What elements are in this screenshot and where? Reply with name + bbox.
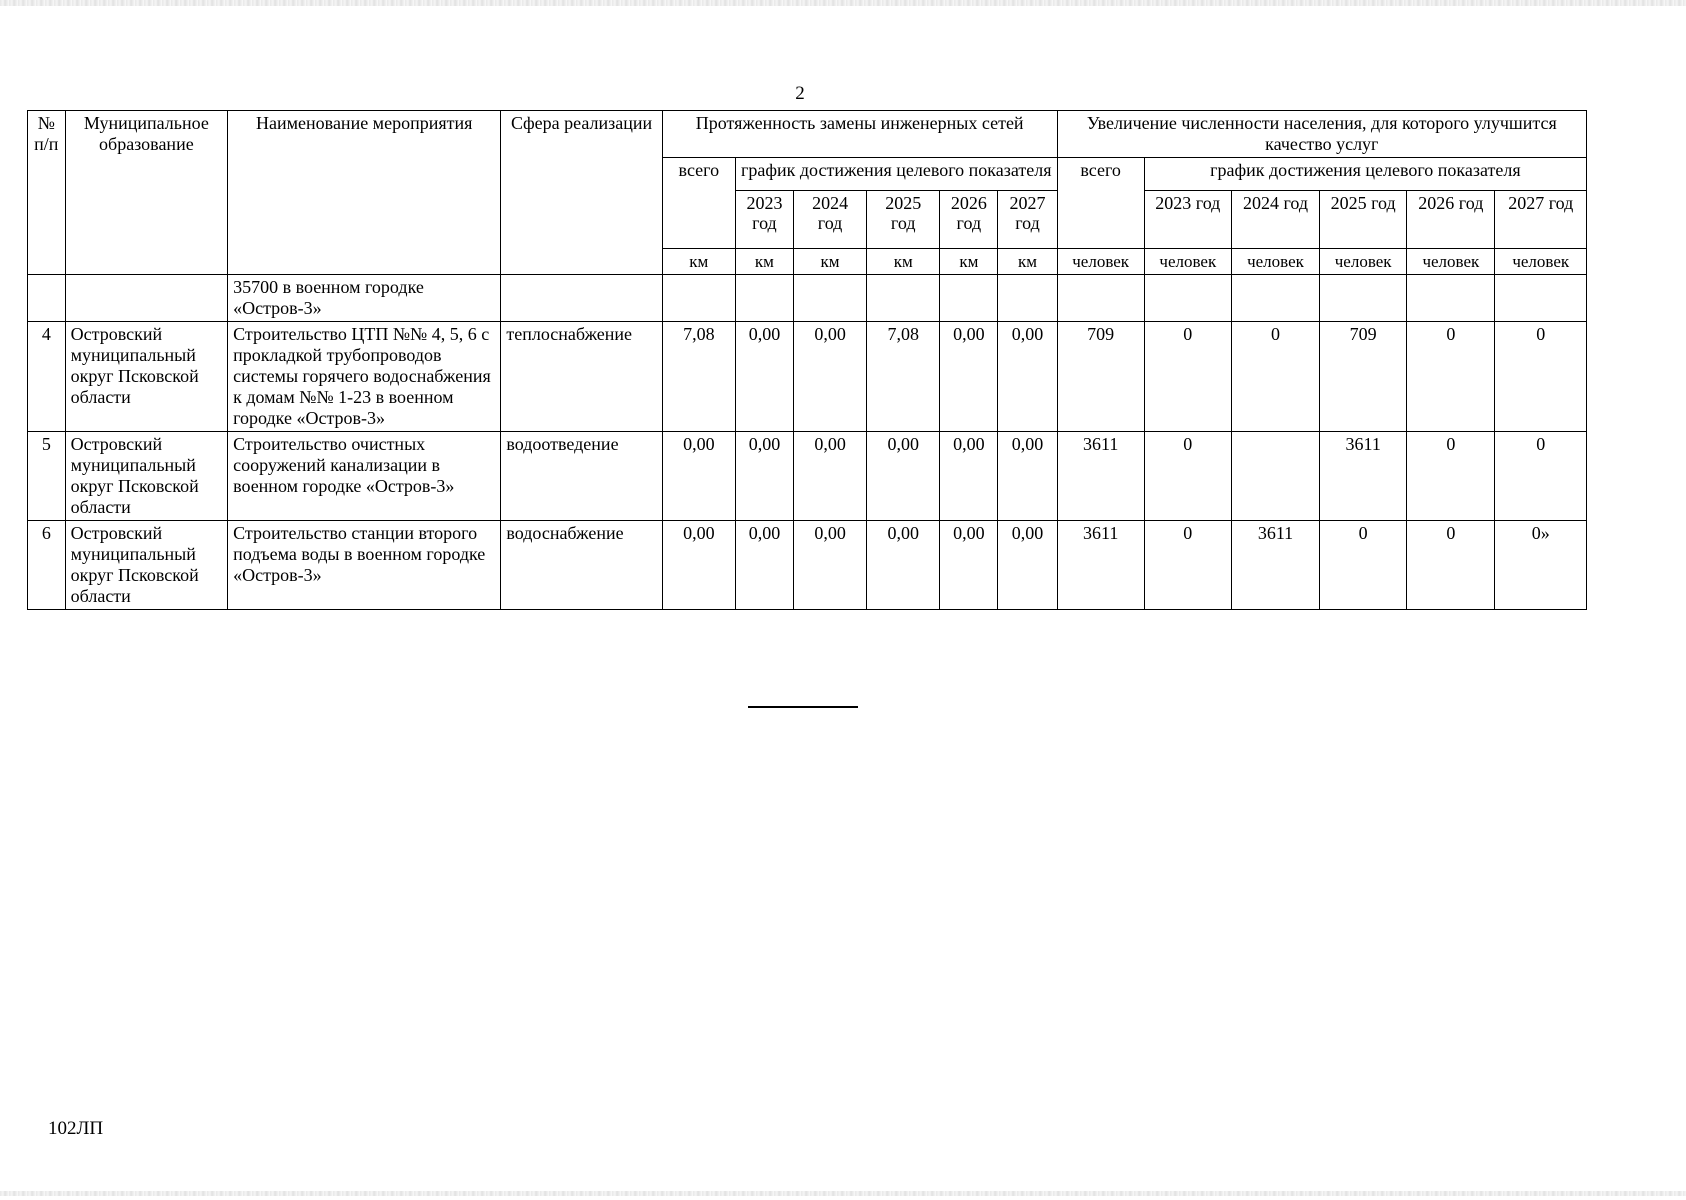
cell-km-2027: 0,00 (998, 432, 1057, 521)
cell-sphere (501, 275, 662, 322)
cell-num: 5 (28, 432, 66, 521)
table-row (28, 275, 1587, 322)
header-unit-km: км (940, 249, 998, 275)
cell-pop-2025: 0 (1320, 521, 1407, 610)
cell-pop-2023: 0 (1144, 521, 1231, 610)
cell-event: Строительство станции второго подъема воды в военном городке «Остров-3» (228, 521, 501, 610)
header-pop-year: 2024 год (1231, 191, 1319, 249)
cell-km-2023: 0,00 (735, 521, 793, 610)
header-unit-km: км (793, 249, 866, 275)
header-unit-people: человек (1495, 249, 1587, 275)
cell-municipality (65, 275, 227, 322)
cell-pop-2025: 709 (1320, 322, 1407, 432)
cell-km-2024: 0,00 (793, 521, 866, 610)
cell-num (28, 275, 66, 322)
cell-pop-2026: 0 (1407, 521, 1495, 610)
cell-pop-total: 3611 (1057, 432, 1144, 521)
header-unit-km: км (867, 249, 940, 275)
header-unit-km: км (998, 249, 1057, 275)
scan-edge-top (0, 0, 1686, 6)
cell-km-2025: 0,00 (867, 432, 940, 521)
header-km-total: всего (662, 158, 735, 249)
cell-pop-2026: 0 (1407, 432, 1495, 521)
cell-municipality: Островский муниципальный округ Псковской области (65, 322, 227, 432)
header-km-year: 2024 год (793, 191, 866, 249)
cell-km-2023 (735, 275, 793, 322)
end-rule (748, 706, 858, 708)
cell-km-total: 0,00 (662, 521, 735, 610)
cell-municipality: Островский муниципальный округ Псковской области (65, 432, 227, 521)
cell-km-total: 0,00 (662, 432, 735, 521)
cell-pop-2025: 3611 (1320, 432, 1407, 521)
cell-pop-2027: 0 (1495, 432, 1587, 521)
table-row (28, 322, 1587, 432)
cell-sphere: водоотведение (501, 432, 662, 521)
header-unit-people: человек (1144, 249, 1231, 275)
header-event: Наименование мероприятия (228, 111, 501, 275)
cell-sphere: теплоснабжение (501, 322, 662, 432)
cell-pop-2024 (1231, 432, 1319, 521)
header-municipality: Муниципальное образование (65, 111, 227, 275)
table-row (28, 521, 1587, 610)
cell-pop-2026 (1407, 275, 1495, 322)
header-unit-people: человек (1231, 249, 1319, 275)
cell-km-2026: 0,00 (940, 432, 998, 521)
measures-table (27, 110, 1587, 610)
cell-km-2023: 0,00 (735, 322, 793, 432)
cell-event: Строительство ЦТП №№ 4, 5, 6 с прокладкой трубопроводов системы горячего водоснабжения к домам №№ 1-23 в военном городке «Остров-3» (228, 322, 501, 432)
cell-km-total: 7,08 (662, 322, 735, 432)
cell-event: 35700 в военном городке «Остров-3» (228, 275, 501, 322)
cell-pop-2026: 0 (1407, 322, 1495, 432)
table-header (28, 111, 1587, 275)
cell-event: Строительство очистных сооружений канализации в военном городке «Остров-3» (228, 432, 501, 521)
cell-num: 6 (28, 521, 66, 610)
cell-num: 4 (28, 322, 66, 432)
scan-edge-bottom (0, 1191, 1686, 1196)
table-row (28, 432, 1587, 521)
cell-km-2027: 0,00 (998, 521, 1057, 610)
cell-pop-total (1057, 275, 1144, 322)
cell-km-2024 (793, 275, 866, 322)
header-sphere: Сфера реализации (501, 111, 662, 275)
header-pop-year: 2025 год (1320, 191, 1407, 249)
header-unit-people: человек (1057, 249, 1144, 275)
cell-sphere: водоснабжение (501, 521, 662, 610)
header-pop-schedule: график достижения целевого показателя (1144, 158, 1586, 191)
cell-km-2026: 0,00 (940, 322, 998, 432)
header-pop-year: 2027 год (1495, 191, 1587, 249)
cell-km-2025: 7,08 (867, 322, 940, 432)
cell-pop-2024: 3611 (1231, 521, 1319, 610)
header-unit-people: человек (1407, 249, 1495, 275)
cell-pop-2023: 0 (1144, 322, 1231, 432)
table-body (28, 275, 1587, 610)
header-num: № п/п (28, 111, 66, 275)
cell-km-2027 (998, 275, 1057, 322)
header-km-year: 2027 год (998, 191, 1057, 249)
cell-pop-2023: 0 (1144, 432, 1231, 521)
cell-municipality: Островский муниципальный округ Псковской области (65, 521, 227, 610)
header-km-year: 2026 год (940, 191, 998, 249)
cell-pop-2025 (1320, 275, 1407, 322)
header-unit-people: человек (1320, 249, 1407, 275)
header-pop-total: всего (1057, 158, 1144, 249)
header-unit-km: км (662, 249, 735, 275)
cell-km-2023: 0,00 (735, 432, 793, 521)
cell-km-2026 (940, 275, 998, 322)
page-number: 2 (795, 83, 805, 104)
header-pop-year: 2026 год (1407, 191, 1495, 249)
header-length-group: Протяженность замены инженерных сетей (662, 111, 1057, 158)
cell-km-2024: 0,00 (793, 322, 866, 432)
cell-pop-2027: 0 (1495, 322, 1587, 432)
header-km-year: 2025 год (867, 191, 940, 249)
cell-km-2025 (867, 275, 940, 322)
cell-pop-total: 3611 (1057, 521, 1144, 610)
cell-pop-2023 (1144, 275, 1231, 322)
header-unit-km: км (735, 249, 793, 275)
header-km-year: 2023 год (735, 191, 793, 249)
cell-km-2025: 0,00 (867, 521, 940, 610)
header-pop-year: 2023 год (1144, 191, 1231, 249)
header-population-group: Увеличение численности населения, для которого улучшится качество услуг (1057, 111, 1586, 158)
document-code: 102ЛП (48, 1118, 104, 1139)
cell-pop-total: 709 (1057, 322, 1144, 432)
cell-pop-2027 (1495, 275, 1587, 322)
cell-pop-2027: 0» (1495, 521, 1587, 610)
cell-pop-2024: 0 (1231, 322, 1319, 432)
cell-pop-2024 (1231, 275, 1319, 322)
cell-km-2024: 0,00 (793, 432, 866, 521)
header-km-schedule: график достижения целевого показателя (735, 158, 1057, 191)
cell-km-total (662, 275, 735, 322)
cell-km-2027: 0,00 (998, 322, 1057, 432)
cell-km-2026: 0,00 (940, 521, 998, 610)
